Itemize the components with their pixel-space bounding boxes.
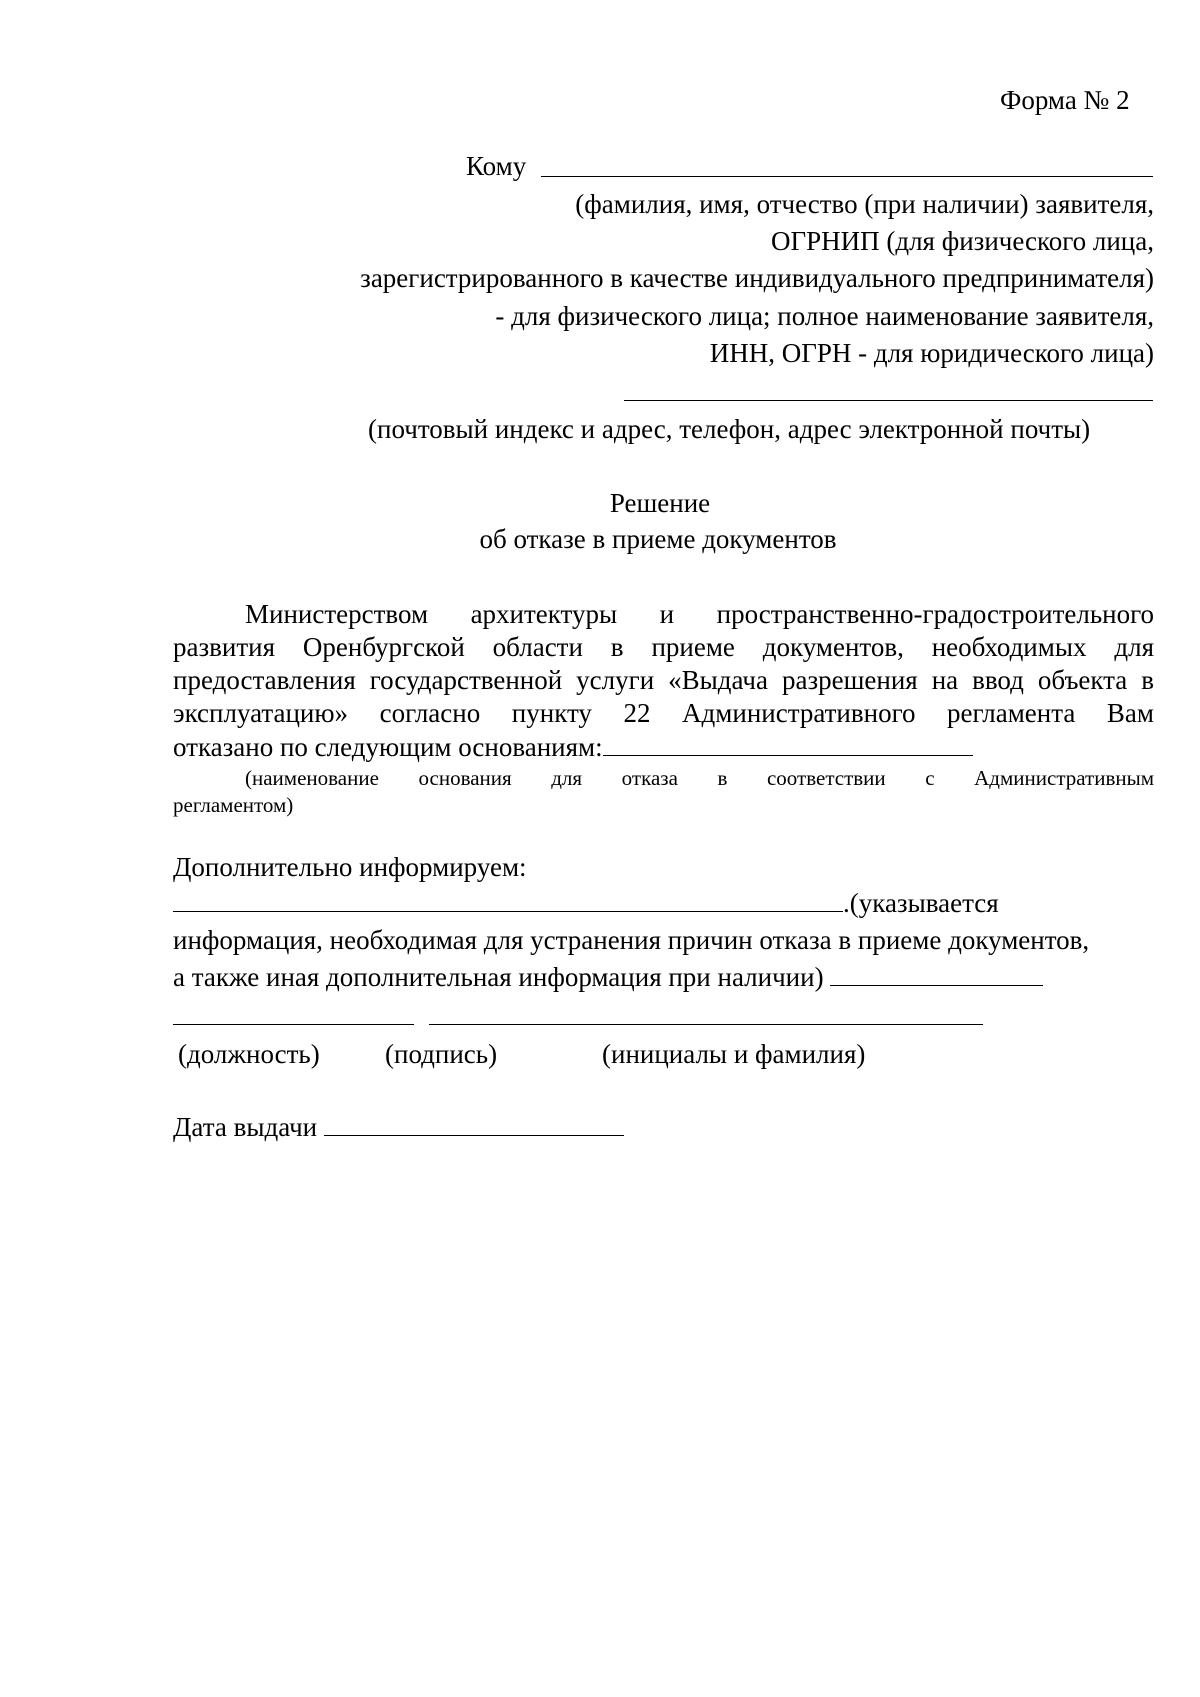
document-title: Решение — [609, 488, 711, 518]
recipient-note-line-2: ОГРНИП (для физического лица, — [770, 226, 1154, 256]
recipient-address-line — [624, 400, 1153, 401]
recipient-note-line-5: ИНН, ОГРН - для юридического лица) — [709, 338, 1154, 368]
reason-note-line-1: (наименование основания для отказа в соответствии с Административным — [245, 766, 1154, 790]
additional-line-1 — [173, 887, 999, 919]
issue-date-line — [324, 1111, 624, 1136]
additional-extra-line — [830, 961, 1043, 986]
body-line-1: Министерством архитектуры и пространственно-градостроительного — [245, 599, 1154, 629]
recipient-note-line-4: - для физического лица; полное наименование заявителя, — [495, 301, 1154, 331]
recipient-name-line — [541, 176, 1153, 177]
signature-position-label: (должность) — [178, 1039, 320, 1069]
body-line-4: эксплуатацию» согласно пункту 22 Административного регламента Вам — [173, 698, 1154, 728]
additional-line-1-tail: .(указывается — [843, 888, 999, 918]
additional-line-3 — [173, 961, 1043, 993]
body-line-3: предоставления государственной услуги «Выдача разрешения на ввод объекта в — [173, 665, 1154, 695]
additional-line-2: информация, необходимая для устранения причин отказа в приеме документов, — [173, 925, 1090, 955]
document-subtitle: об отказе в приеме документов — [479, 524, 837, 554]
reason-note-line-2: регламентом) — [173, 793, 294, 817]
body-last-line-text: отказано по следующим основаниям: — [173, 732, 603, 762]
signature-name-line — [429, 1024, 983, 1025]
recipient-note-line-3: зарегистрированного в качестве индивидуального предпринимателя) — [360, 263, 1154, 293]
recipient-address-note: (почтовый индекс и адрес, телефон, адрес электронной почты) — [368, 414, 1091, 444]
additional-label: Дополнительно информируем: — [173, 852, 527, 882]
additional-line-3-text: а также иная дополнительная информация при наличии) — [173, 962, 824, 992]
body-last-line — [173, 731, 973, 763]
body-line-2: развития Оренбургской области в приеме документов, необходимых для — [173, 632, 1154, 662]
recipient-label: Кому — [466, 151, 527, 181]
issue-date — [173, 1111, 624, 1143]
signature-name-label: (инициалы и фамилия) — [602, 1039, 866, 1069]
additional-info-line — [173, 887, 843, 912]
signature-position-line — [173, 1024, 414, 1025]
recipient-note-line-1: (фамилия, имя, отчество (при наличии) заявителя, — [575, 189, 1154, 219]
issue-date-label: Дата выдачи — [173, 1112, 318, 1142]
reason-line — [603, 731, 973, 756]
signature-sign-label: (подпись) — [385, 1039, 498, 1069]
form-number: Форма № 2 — [1000, 85, 1130, 115]
